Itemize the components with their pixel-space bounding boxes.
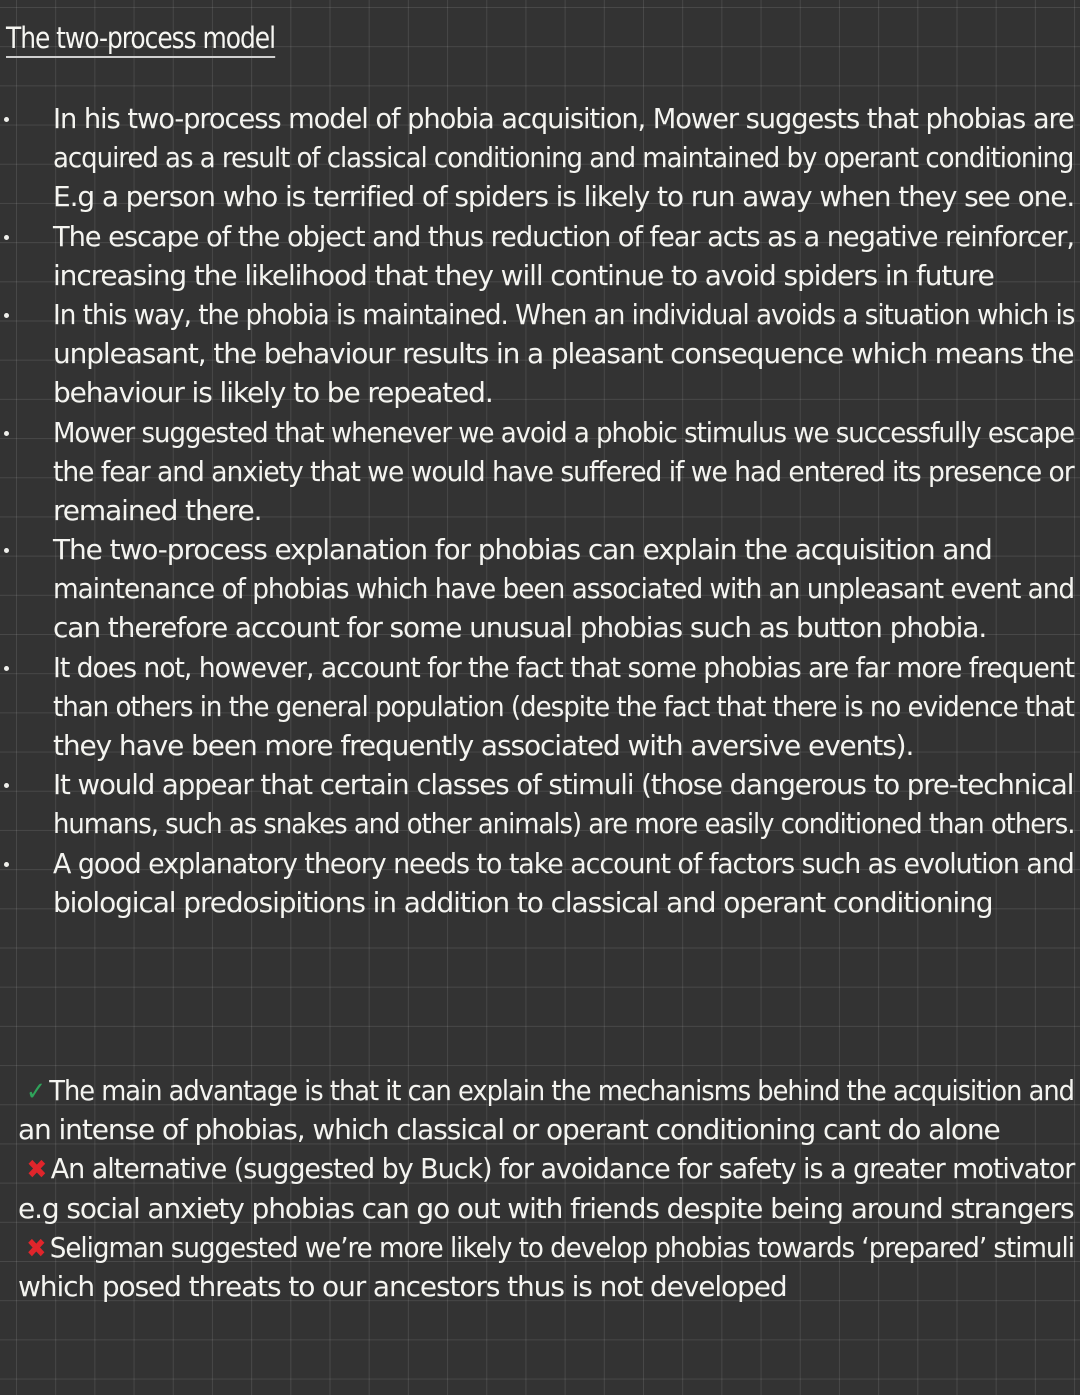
text-line: e.g social anxiety phobias can go out with friends despite being around strangers [18,1191,1074,1225]
text-line: maintenance of phobias which have been associated with an unpleasant event and [53,572,1075,606]
text-line: In this way, the phobia is maintained. When an individual avoids a situation which is [53,297,1075,331]
bullet-item-8 [0,844,1080,922]
evaluation-strength [18,1071,1080,1149]
text-line: E.g a person who is terrified of spiders is likely to run away when they see one. [53,180,1075,214]
bullet-dot-icon [4,862,9,867]
text-line: biological predosipitions in addition to classical and operant conditioning [53,885,993,919]
bullet-item-5 [0,530,1080,648]
text-line: It would appear that certain classes of stimuli (those dangerous to pre-technical [53,768,1074,802]
text-line: unpleasant, the behaviour results in a pleasant consequence which means the [53,337,1074,371]
bullet-dot-icon [4,431,9,436]
text-line [18,1228,1074,1267]
text-line: than others in the general population (despite the fact that there is no evidence that [53,689,1074,723]
text-line [18,1149,1075,1188]
bullet-dot-icon [4,783,9,788]
text-line: humans, such as snakes and other animals) are more easily conditioned than others. [53,807,1075,841]
evaluation-text: Seligman suggested we’re more likely to develop phobias towards ‘prepared’ stimuli [49,1230,1074,1264]
page-title: The two-process model [6,20,275,58]
evaluation-text: An alternative (suggested by Buck) for avoidance for safety is a greater motivator [50,1152,1075,1186]
bullet-dot-icon [4,666,9,671]
bullet-item-3 [0,295,1080,413]
text-line: an intense of phobias, which classical or operant conditioning cant do alone [18,1113,1000,1147]
text-line: A good explanatory theory needs to take account of factors such as evolution and [53,846,1074,880]
evaluation-section [18,1071,1080,1306]
evaluation-weakness-buck [18,1149,1080,1227]
text-line: they have been more frequently associated with aversive events). [53,729,914,762]
text-line: In his two-process model of phobia acquisition, Mower suggests that phobias are [53,102,1074,135]
text-line: increasing the likelihood that they will continue to avoid spiders in future [53,258,994,292]
text-line [18,1071,1075,1110]
text-line: The escape of the object and thus reduction of fear acts as a negative reinforcer, [53,219,1075,253]
evaluation-text: The main advantage is that it can explain the mechanisms behind the acquisition and [49,1074,1075,1107]
text-line: behaviour is likely to be repeated. [53,376,493,410]
cross-icon: ✖ [26,1233,46,1264]
bullet-list [0,99,1080,922]
text-line: Mower suggested that whenever we avoid a phobic stimulus we successfully escape [53,415,1075,449]
evaluation-weakness-seligman [18,1228,1080,1306]
text-line: which posed threats to our ancestors thus is not developed [18,1269,787,1303]
text-line: It does not, however, account for the fact that some phobias are far more frequent [53,650,1075,684]
text-line: remained there. [53,493,262,527]
text-line: the fear and anxiety that we would have suffered if we had entered its presence or [53,454,1074,488]
check-icon: ✓ [25,1077,45,1107]
bullet-dot-icon [4,235,9,240]
bullet-dot-icon [4,548,9,553]
text-line: can therefore account for some unusual phobias such as button phobia. [53,611,987,645]
cross-icon: ✖ [26,1155,47,1186]
bullet-item-4 [0,413,1080,531]
bullet-item-6 [0,648,1080,766]
bullet-dot-icon [4,117,9,122]
bullet-item-7 [0,765,1080,843]
bullet-item-1 [0,99,1080,217]
text-line: acquired as a result of classical conditioning and maintained by operant conditioning [53,141,1074,175]
text-line: The two-process explanation for phobias can explain the acquisition and [53,533,992,567]
bullet-dot-icon [4,313,9,318]
bullet-item-2 [0,217,1080,295]
